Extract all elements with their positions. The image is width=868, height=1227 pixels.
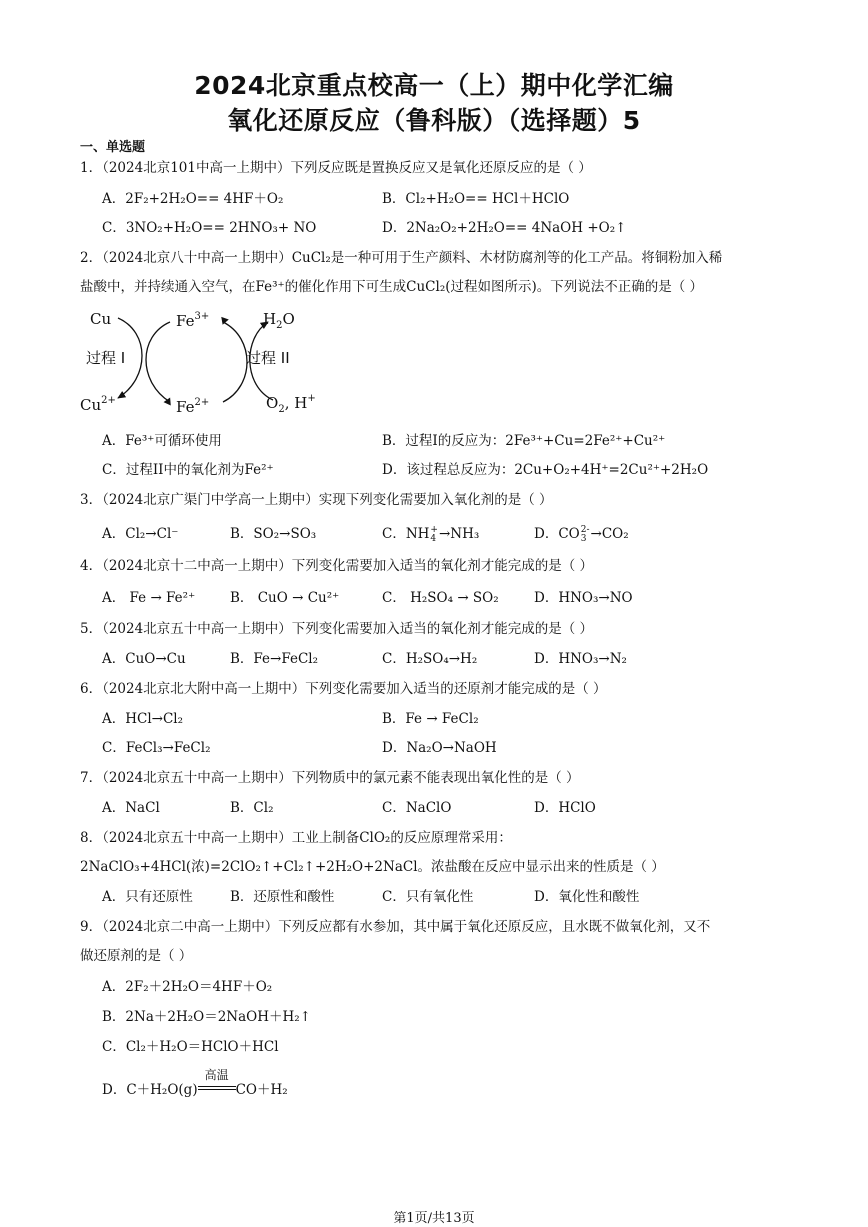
question-4-stem: 4．（2024北京十二中高一上期中）下列变化需要加入适当的氧化剂才能完成的是（ ） xyxy=(80,558,593,574)
question-9-option-b: B．2Na＋2H₂O＝2NaOH＋H₂↑ xyxy=(102,1009,311,1025)
question-7-option-a: A．NaCl xyxy=(102,800,160,816)
question-9-option-d: D．C＋H₂O(g) 高温 CO＋H₂ xyxy=(102,1068,288,1098)
question-7-option-c: C．NaClO xyxy=(382,800,452,816)
reaction-condition-sign: 高温 xyxy=(198,1080,236,1094)
process-2-fe-arc xyxy=(223,322,247,402)
question-3-option-b: B．SO₂→SO₃ xyxy=(230,526,317,542)
question-1-option-c: C．3NO₂+H₂O== 2HNO₃+ NO xyxy=(102,220,317,236)
question-6-option-a: A．HCl→Cl₂ xyxy=(102,711,184,727)
question-6-option-d: D．Na₂O→NaOH xyxy=(382,740,497,756)
document-title: 2024北京重点校高一（上）期中化学汇编 xyxy=(194,71,674,100)
question-2-option-a: A．Fe³⁺可循环使用 xyxy=(102,433,222,449)
question-6-stem: 6．（2024北京北大附中高一上期中）下列变化需要加入适当的还原剂才能完成的是（ ） xyxy=(80,681,607,697)
question-8-option-c: C．只有氧化性 xyxy=(382,889,474,905)
question-8-stem-line2: 2NaClO₃+4HCl(浓)=2ClO₂↑+Cl₂↑+2H₂O+2NaCl。浓盐酸在反应中显示出来的性质是（ ） xyxy=(80,859,665,875)
question-4-option-d: D．HNO₃→NO xyxy=(534,590,633,606)
label-cu2: $Cu^{2+}$ xyxy=(80,395,116,414)
question-1-option-d: D．2Na₂O₂+2H₂O== 4NaOH +O₂↑ xyxy=(382,220,627,236)
question-5-stem: 5．（2024北京五十中高一上期中）下列变化需要加入适当的氧化剂才能完成的是（ ） xyxy=(80,621,593,637)
question-5-option-c: C．H₂SO₄→H₂ xyxy=(382,651,478,667)
section-heading: 一、单选题 xyxy=(80,140,146,155)
question-8-option-a: A．只有还原性 xyxy=(102,889,193,905)
question-1-option-b: B．Cl₂+H₂O== HCl＋HClO xyxy=(382,191,570,207)
question-6-option-b: B．Fe → FeCl₂ xyxy=(382,711,479,727)
question-4-option-a: A． Fe → Fe²⁺ xyxy=(102,590,196,606)
page-footer: 第1页/共13页 xyxy=(393,1211,475,1226)
document-subtitle: 氧化还原反应（鲁科版）（选择题）5 xyxy=(227,106,641,135)
question-5-option-a: A．CuO→Cu xyxy=(102,651,186,667)
question-8-option-b: B．还原性和酸性 xyxy=(230,889,335,905)
label-cu: Cu xyxy=(90,310,112,328)
question-2-option-d: D．该过程总反应为：2Cu+O₂+4H⁺=2Cu²⁺+2H₂O xyxy=(382,462,709,478)
question-8-stem-line1: 8．（2024北京五十中高一上期中）工业上制备ClO₂的反应原理常采用： xyxy=(80,830,512,846)
question-9-stem-line2: 做还原剂的是（ ） xyxy=(80,948,193,964)
question-8-option-d: D．氧化性和酸性 xyxy=(534,889,640,905)
question-2-stem-line1: 2．（2024北京八十中高一上期中）CuCl₂是一种可用于生产颜料、木材防腐剂等的化工产品。将铜粉加入稀 xyxy=(80,250,723,266)
label-process-2: 过程 II xyxy=(246,349,290,367)
process-1-fe-arc xyxy=(146,322,170,402)
question-2-stem-line2: 盐酸中，并持续通入空气，在Fe³⁺的催化作用下可生成CuCl₂(过程如图所示)。下列说法不正确的是（ ） xyxy=(80,279,704,295)
question-1-stem: 1．（2024北京101中高一上期中）下列反应既是置换反应又是氧化还原反应的是（ ） xyxy=(80,160,592,176)
label-h2o: $H_2O$ xyxy=(263,310,295,331)
fe2-arrowhead-icon xyxy=(164,396,174,406)
question-7-stem: 7．（2024北京五十中高一上期中）下列物质中的氯元素不能表现出氧化性的是（ ） xyxy=(80,770,580,786)
label-process-1: 过程 I xyxy=(86,349,126,367)
question-6-option-c: C．FeCl₃→FeCl₂ xyxy=(102,740,211,756)
label-o2-h: $O_2$, H+ xyxy=(266,393,316,415)
question-5-option-d: D．HNO₃→N₂ xyxy=(534,651,627,667)
question-4-option-b: B． CuO → Cu²⁺ xyxy=(230,590,340,606)
question-7-option-b: B．Cl₂ xyxy=(230,800,274,816)
question-4-option-c: C． H₂SO₄ → SO₂ xyxy=(382,590,499,606)
question-9-option-c: C．Cl₂＋H₂O＝HClO＋HCl xyxy=(102,1039,279,1055)
question-5-option-b: B．Fe→FeCl₂ xyxy=(230,651,319,667)
question-7-option-d: D．HClO xyxy=(534,800,596,816)
question-3-stem: 3．（2024北京广渠门中学高一上期中）实现下列变化需要加入氧化剂的是（ ） xyxy=(80,492,553,508)
question-1-option-a: A．2F₂+2H₂O== 4HF＋O₂ xyxy=(102,191,284,207)
question-9-stem-line1: 9．（2024北京二中高一上期中）下列反应都有水参加，其中属于氧化还原反应，且水既不做氧化剂，又不 xyxy=(80,919,711,935)
label-fe3: $Fe^{3+}$ xyxy=(176,311,210,330)
question-9-option-a: A．2F₂＋2H₂O＝4HF＋O₂ xyxy=(102,979,273,995)
reaction-cycle-diagram xyxy=(78,300,328,425)
label-fe2: $Fe^{2+}$ xyxy=(176,397,210,416)
question-3-option-a: A．Cl₂→Cl⁻ xyxy=(102,526,179,542)
question-2-option-b: B．过程I的反应为：2Fe³⁺+Cu=2Fe²⁺+Cu²⁺ xyxy=(382,433,666,449)
question-3-option-d: D．CO 2- 3 →CO₂ xyxy=(534,524,629,544)
question-2-option-c: C．过程II中的氧化剂为Fe²⁺ xyxy=(102,462,274,478)
question-3-option-c: C．NH + 4 →NH₃ xyxy=(382,524,480,544)
